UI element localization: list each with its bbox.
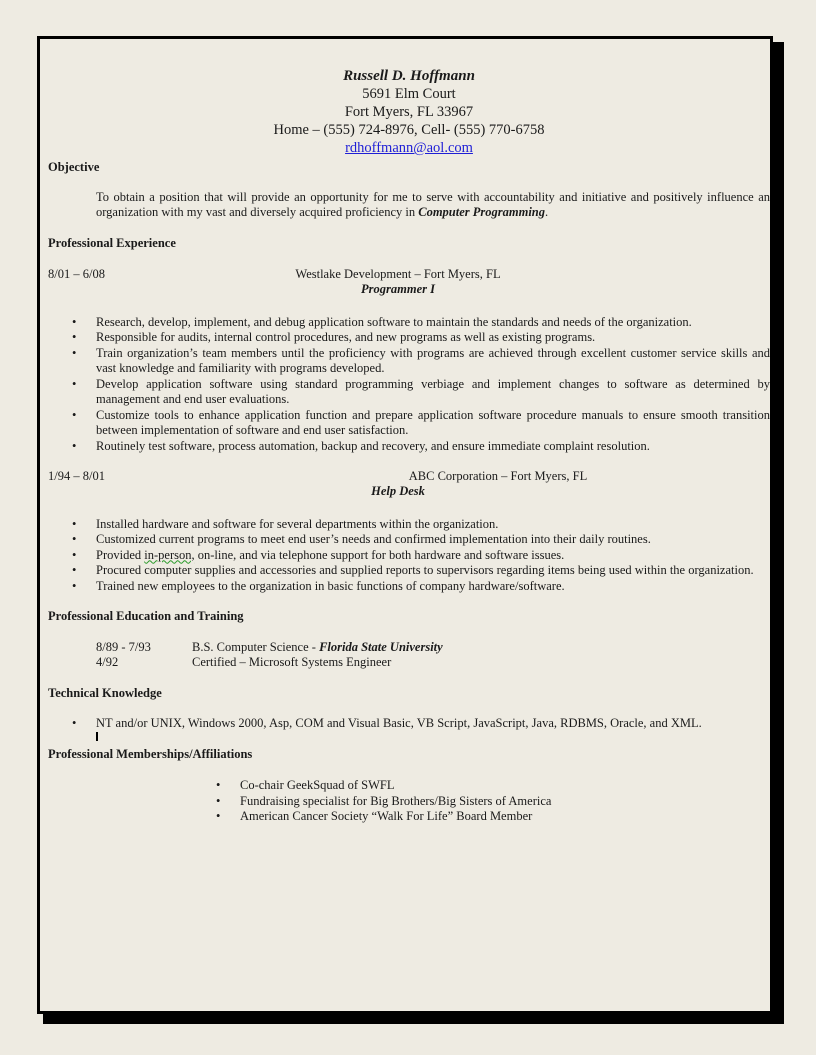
list-item: • Customized current programs to meet end user’s needs and confirmed implementation into their daily routines. bbox=[48, 532, 770, 548]
education-school: Florida State University bbox=[319, 639, 443, 654]
job-2-company: ABC Corporation – Fort Myers, FL bbox=[408, 469, 588, 483]
education-heading: Professional Education and Training bbox=[48, 609, 244, 623]
technical-heading: Technical Knowledge bbox=[48, 685, 162, 700]
education-text: Certified – Microsoft Systems Engineer bbox=[192, 655, 392, 669]
list-item: • Responsible for audits, internal control procedures, and new programs as well as existing programs. bbox=[48, 330, 770, 346]
job-2-dates: 1/94 – 8/01 bbox=[48, 469, 105, 483]
objective-end: . bbox=[545, 205, 549, 219]
education-item bbox=[48, 640, 770, 656]
job-1-title: Programmer I bbox=[361, 282, 435, 296]
bullet-text: Provided bbox=[96, 547, 145, 562]
text-cursor bbox=[96, 732, 98, 741]
memberships-heading: Professional Memberships/Affiliations bbox=[48, 746, 253, 761]
candidate-name: Russell D. Hoffmann bbox=[343, 68, 475, 84]
list-item: • NT and/or UNIX, Windows 2000, Asp, COM and Visual Basic, VB Script, JavaScript, Java, RDBMS, Oracle, and XML. bbox=[48, 716, 770, 732]
objective-emphasis: Computer Programming bbox=[418, 205, 546, 219]
spellcheck-squiggle[interactable]: in-person, bbox=[144, 547, 195, 562]
list-item bbox=[48, 548, 770, 564]
email-link[interactable]: rdhoffmann@aol.com bbox=[345, 140, 473, 156]
list-item: • Fundraising specialist for Big Brothers/Big Sisters of America bbox=[48, 794, 770, 810]
resume-header bbox=[48, 67, 770, 157]
job-1-duties bbox=[48, 315, 770, 455]
list-item: • Co-chair GeekSquad of SWFL bbox=[48, 778, 770, 794]
memberships-list bbox=[48, 778, 770, 825]
education-dates: 4/92 bbox=[96, 655, 119, 669]
address-street: 5691 Elm Court bbox=[362, 86, 456, 102]
list-item: • Trained new employees to the organization in basic functions of company hardware/software. bbox=[48, 579, 770, 595]
experience-heading: Professional Experience bbox=[48, 235, 176, 250]
job-1-company: Westlake Development – Fort Myers, FL bbox=[295, 267, 501, 281]
list-item: • American Cancer Society “Walk For Life” Board Member bbox=[48, 809, 770, 825]
technical-list bbox=[48, 716, 770, 732]
bullet-text: on-line, and via telephone support for both hardware and software issues. bbox=[194, 547, 565, 562]
objective-body: To obtain a position that will provide an opportunity for me to serve with accountability and initiative and positively influence an organization with my vast and diversely acquired proficiency in bbox=[96, 189, 770, 219]
education-list bbox=[48, 640, 770, 671]
job-1-dates: 8/01 – 6/08 bbox=[48, 267, 105, 281]
phone-numbers: Home – (555) 724-8976, Cell- (555) 770-6758 bbox=[273, 122, 545, 138]
list-item: • Customize tools to enhance application function and prepare application software procedure manuals to ensure smooth transition between implementation of software and end user satisfaction. bbox=[48, 408, 770, 439]
education-item bbox=[48, 655, 770, 671]
list-item: • Develop application software using standard programming verbiage and implement changes to software as determined by management and end user evaluations. bbox=[48, 377, 770, 408]
list-item: • Train organization’s team members until the proficiency with programs are achieved through excellent customer service skills and vast knowledge and familiarity with programs developed. bbox=[48, 346, 770, 377]
job-2-title: Help Desk bbox=[371, 484, 425, 498]
list-item: • Installed hardware and software for several departments within the organization. bbox=[48, 517, 770, 533]
job-1 bbox=[48, 267, 770, 454]
objective-text bbox=[96, 190, 770, 221]
resume-page[interactable] bbox=[37, 36, 773, 1014]
education-dates: 8/89 - 7/93 bbox=[96, 639, 151, 654]
job-2-duties bbox=[48, 517, 770, 595]
list-item: • Research, develop, implement, and debug application software to maintain the standards and needs of the organization. bbox=[48, 315, 770, 331]
objective-heading: Objective bbox=[48, 160, 100, 174]
list-item: • Routinely test software, process automation, backup and recovery, and ensure immediate complaint resolution. bbox=[48, 439, 770, 455]
list-item: • Procured computer supplies and accessories and supplied reports to supervisors regarding items being used within the organization. bbox=[48, 563, 770, 579]
education-text: B.S. Computer Science - bbox=[192, 639, 320, 654]
job-2 bbox=[48, 469, 770, 594]
resume-content bbox=[48, 67, 770, 825]
address-city: Fort Myers, FL 33967 bbox=[344, 104, 474, 120]
